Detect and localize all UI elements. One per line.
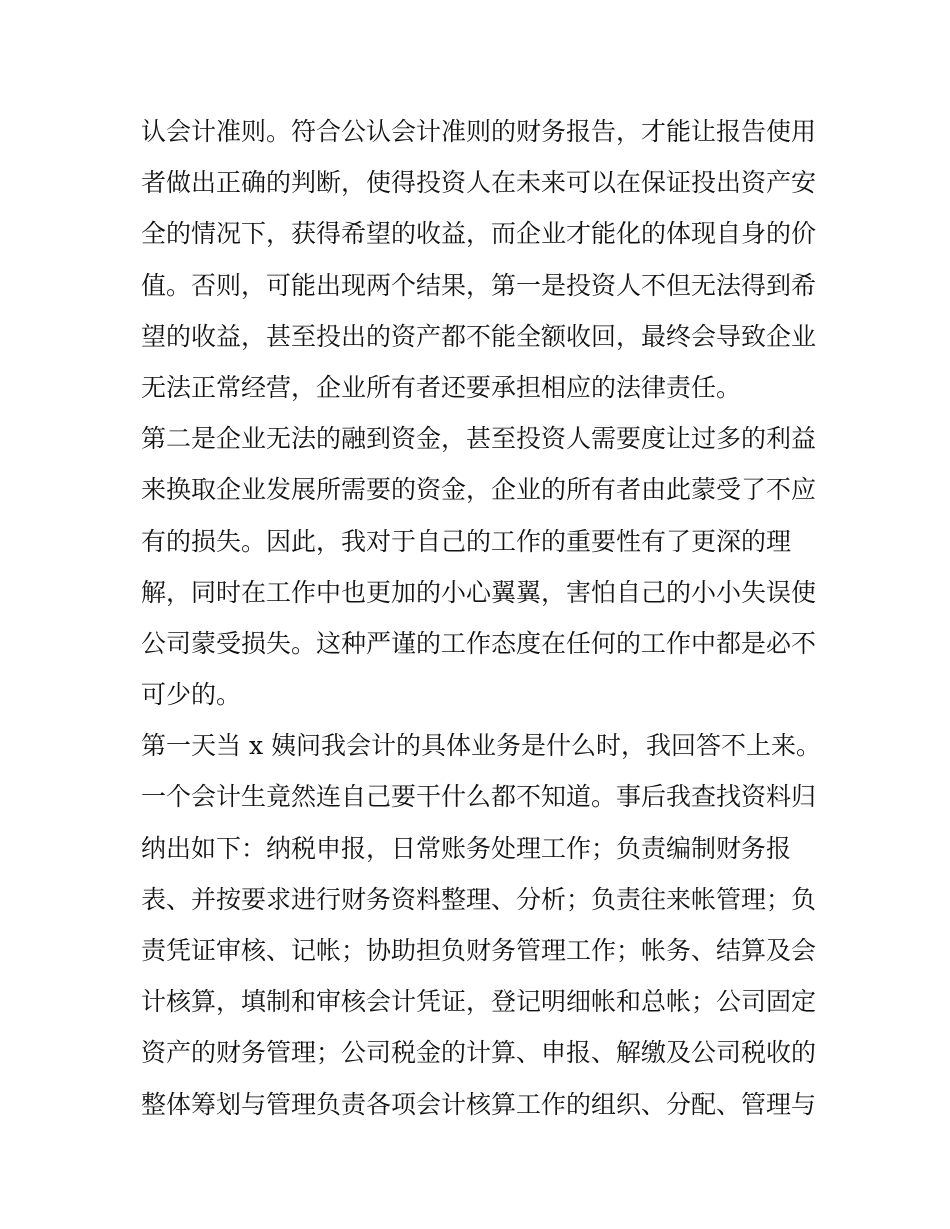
text-line: 无法正常经营，企业所有者还要承担相应的法律责任。 <box>141 372 742 402</box>
text-line: 一个会计生竟然连自己要干什么都不知道。事后我查找资料归 <box>141 782 817 812</box>
text-line: 公司蒙受损失。这种严谨的工作态度在任何的工作中都是必不 <box>141 628 817 658</box>
text-line: 计核算，填制和审核会计凭证，登记明细帐和总帐；公司固定 <box>141 987 817 1017</box>
text-line: 整体筹划与管理负责各项会计核算工作的组织、分配、管理与 <box>141 1089 817 1119</box>
text-line: 第一天当 x 姨问我会计的具体业务是什么时，我回答不上来。 <box>141 731 821 761</box>
body-text <box>141 106 821 1130</box>
text-line: 第二是企业无法的融到资金，甚至投资人需要度让过多的利益 <box>141 424 817 454</box>
text-line: 全的情况下，获得希望的收益，而企业才能化的体现自身的价 <box>141 219 817 249</box>
text-line: 望的收益，甚至投出的资产都不能全额收回，最终会导致企业 <box>141 321 817 351</box>
text-line: 有的损失。因此，我对于自己的工作的重要性有了更深的理 <box>141 526 792 556</box>
text-line: 解，同时在工作中也更加的小心翼翼，害怕自己的小小失误使 <box>141 577 817 607</box>
text-line: 责凭证审核、记帐；协助担负财务管理工作；帐务、结算及会 <box>141 936 817 965</box>
text-line: 表、并按要求进行财务资料整理、分析；负责往来帐管理；负 <box>141 884 817 914</box>
text-line: 纳出如下：纳税申报，日常账务处理工作；负责编制财务报 <box>141 833 792 863</box>
text-line: 来换取企业发展所需要的资金，企业的所有者由此蒙受了不应 <box>141 475 817 505</box>
text-line: 认会计准则。符合公认会计准则的财务报告，才能让报告使用 <box>141 117 817 146</box>
text-line: 资产的财务管理；公司税金的计算、申报、解缴及公司税收的 <box>141 1038 817 1068</box>
text-line: 值。否则，可能出现两个结果，第一是投资人不但无法得到希 <box>141 270 817 300</box>
text-line: 者做出正确的判断，使得投资人在未来可以在保证投出资产安 <box>141 168 817 198</box>
text-line: 可少的。 <box>141 680 242 710</box>
